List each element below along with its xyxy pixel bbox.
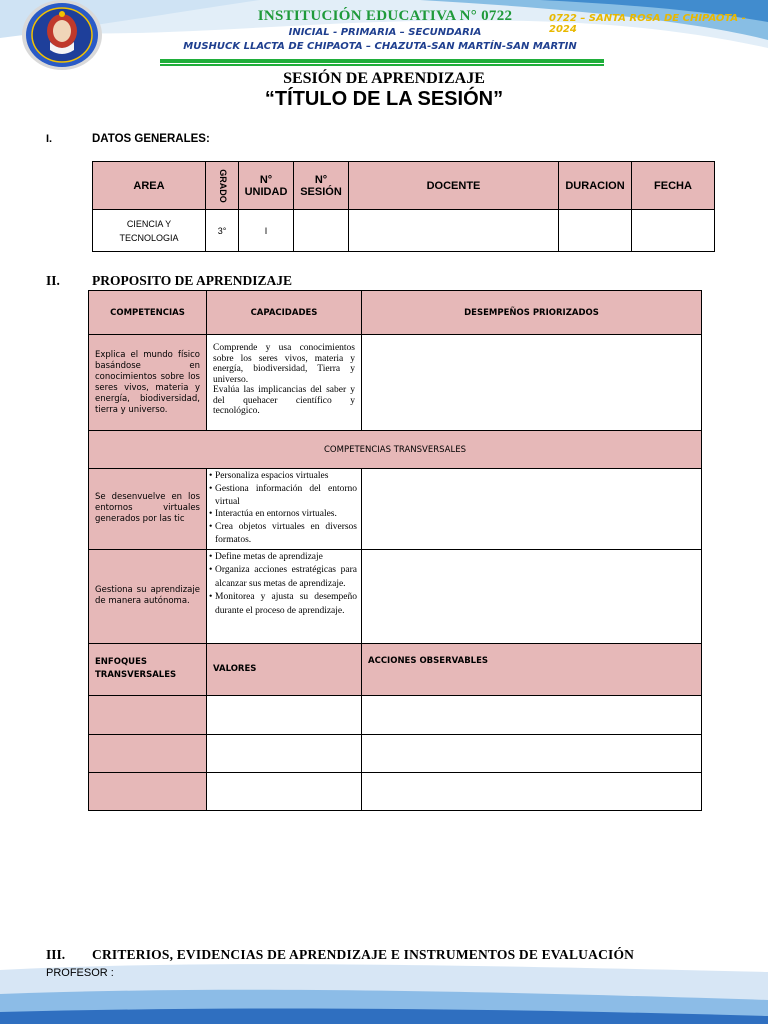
list-item: • Monitorea y ajusta su desempeño durante el proceso de aprendizaje.	[209, 591, 357, 618]
capacidades-cell	[207, 335, 362, 431]
cell-unidad: I	[239, 210, 294, 252]
school-location: MUSHUCK LLACTA DE CHIPAOTA – CHAZUTA-SAN MARTÍN-SAN MARTIN	[183, 41, 577, 52]
competencia-cell: Explica el mundo físico basándose en conocimientos sobre los seres vivos, materia y energía, biodiversidad, tierra y universo.	[89, 335, 207, 431]
list-item: • Organiza acciones estratégicas para alcanzar sus metas de aprendizaje.	[209, 564, 357, 591]
session-title: “TÍTULO DE LA SESIÓN”	[264, 88, 504, 110]
cell-grado: 3°	[206, 210, 239, 252]
col-duracion: DURACION	[559, 162, 632, 210]
section-2-title: PROPOSITO DE APRENDIZAJE	[92, 273, 293, 288]
list-item: • Define metas de aprendizaje	[209, 551, 357, 565]
col-competencias: COMPETENCIAS	[89, 291, 207, 335]
col-desempenos: DESEMPEÑOS PRIORIZADOS	[362, 291, 702, 335]
cell-duracion	[559, 210, 632, 252]
transversal-1-competencia: Se desenvuelve en los entornos virtuales generados por las tic	[89, 469, 207, 550]
accion-cell	[362, 734, 702, 772]
list-item: • Gestiona información del entorno virtual	[209, 483, 357, 509]
col-grado-label: GRADO	[217, 168, 228, 203]
valor-cell	[207, 695, 362, 734]
accion-cell	[362, 695, 702, 734]
col-acciones: ACCIONES OBSERVABLES	[362, 643, 702, 695]
cell-fecha	[632, 210, 715, 252]
col-grado	[206, 162, 239, 210]
school-logo	[20, 0, 104, 72]
cell-sesion	[294, 210, 349, 252]
section-3-title: CRITERIOS, EVIDENCIAS DE APRENDIZAJE E INSTRUMENTOS DE EVALUACIÓN	[92, 947, 635, 962]
col-unidad-line2: UNIDAD	[244, 185, 288, 198]
valor-cell	[207, 734, 362, 772]
section-1-number: I.	[46, 133, 53, 145]
list-item: • Crea objetos virtuales en diversos formatos.	[209, 521, 357, 547]
cell-area: CIENCIA Y TECNOLOGIA	[93, 210, 206, 252]
enfoque-cell	[89, 772, 207, 810]
col-area: AREA	[93, 162, 206, 210]
header-divider	[160, 59, 604, 63]
transversal-2-capacidades	[207, 549, 362, 643]
section-1-title: DATOS GENERALES:	[92, 133, 210, 145]
section-3-number: III.	[46, 947, 66, 962]
desempenos-cell	[362, 335, 702, 431]
section-2-number: II.	[46, 273, 60, 288]
header-divider-thin	[160, 64, 604, 66]
col-unidad	[239, 162, 294, 210]
col-capacidades: CAPACIDADES	[207, 291, 362, 335]
capacidad-item: Evalúa las implicancias del saber y del quehacer científico y tecnológico.	[213, 385, 355, 416]
school-levels: INICIAL - PRIMARIA – SECUNDARIA	[288, 27, 482, 38]
transversal-2-desempenos	[362, 549, 702, 643]
transversal-1-desempenos	[362, 469, 702, 550]
general-data-table	[92, 161, 715, 252]
col-docente: DOCENTE	[349, 162, 559, 210]
footer-background	[0, 960, 768, 1024]
header-year-tag: 0722 – SANTA ROSA DE CHIPAOTA - 2024	[549, 13, 746, 35]
col-valores: VALORES	[207, 643, 362, 695]
cell-docente	[349, 210, 559, 252]
capacidad-item: Comprende y usa conocimientos sobre los seres vivos, materia y energía, biodiversidad, Tierra y universo.	[213, 343, 355, 385]
purpose-table	[88, 290, 702, 811]
enfoque-cell	[89, 695, 207, 734]
transversal-2-competencia: Gestiona su aprendizaje de manera autónoma.	[89, 549, 207, 643]
transversal-1-capacidades	[207, 469, 362, 550]
enfoque-cell	[89, 734, 207, 772]
list-item: • Interactúa en entornos virtuales.	[209, 508, 357, 521]
accion-cell	[362, 772, 702, 810]
footer-profesor-label: PROFESOR :	[46, 967, 114, 979]
col-sesion-line2: SESIÓN	[300, 185, 342, 198]
list-item: • Personaliza espacios virtuales	[209, 470, 357, 483]
col-unidad-line1: N°	[259, 173, 273, 186]
col-fecha: FECHA	[632, 162, 715, 210]
transversales-title: COMPETENCIAS TRANSVERSALES	[89, 431, 702, 469]
col-sesion-line1: N°	[314, 173, 328, 186]
document-title: SESIÓN DE APRENDIZAJE	[283, 70, 485, 87]
school-name: INSTITUCIÓN EDUCATIVA N° 0722	[257, 8, 513, 24]
col-enfoques: ENFOQUES TRANSVERSALES	[89, 643, 207, 695]
col-sesion	[294, 162, 349, 210]
valor-cell	[207, 772, 362, 810]
